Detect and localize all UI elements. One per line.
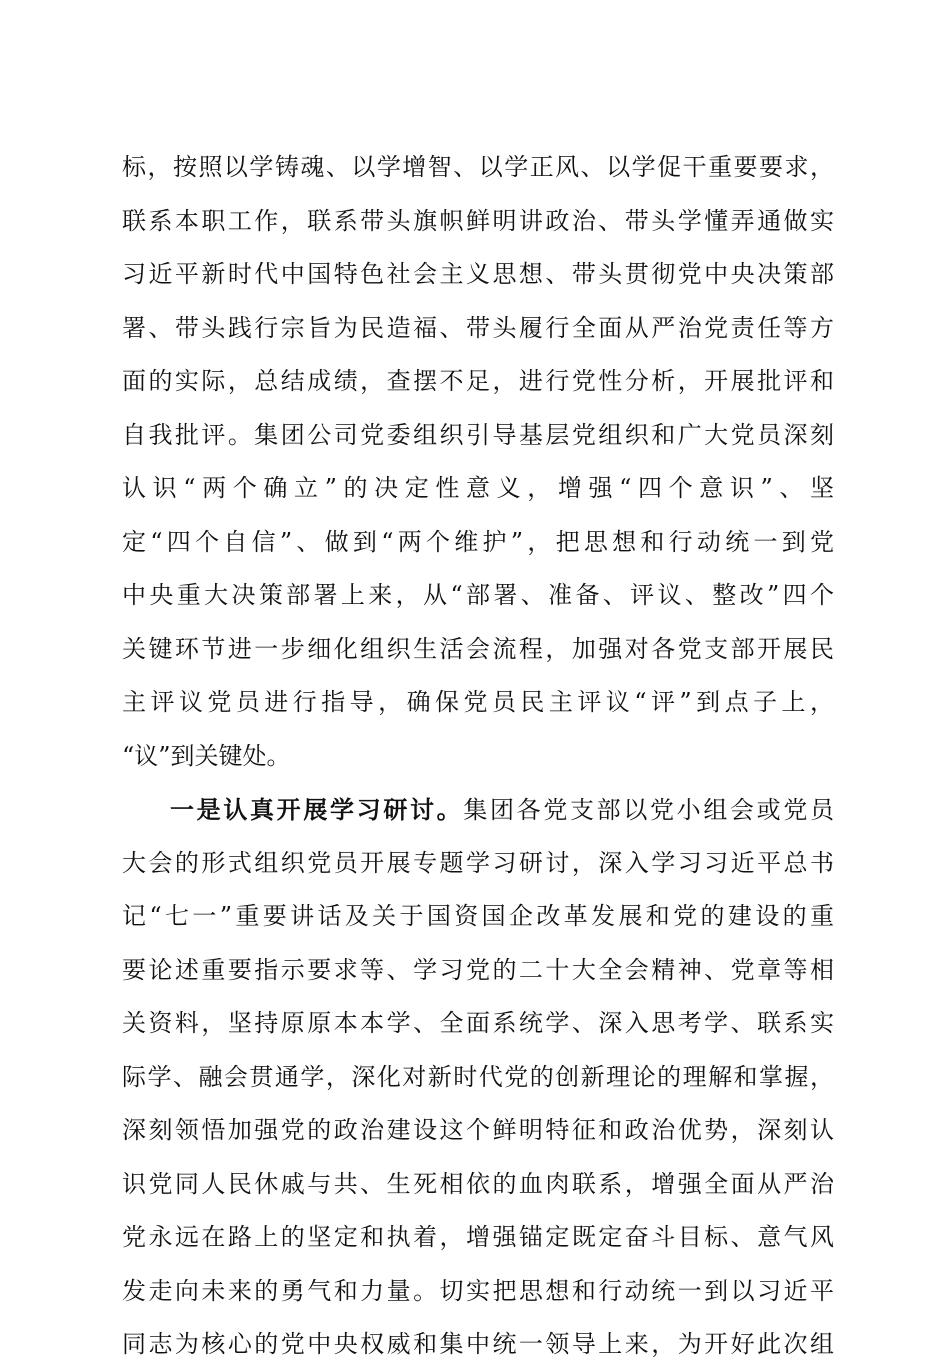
- document-body: [122, 141, 834, 1372]
- text-line: 深刻领悟加强党的政治建设这个鲜明特征和政治优势，深刻认: [122, 1116, 834, 1144]
- text-span: 集团各党支部以党小组会或党员: [463, 796, 835, 824]
- text-line: 发走向未来的勇气和力量。切实把思想和行动统一到以习近平: [122, 1276, 834, 1305]
- text-line: 同志为核心的党中央权威和集中统一领导上来，为开好此次组: [122, 1330, 834, 1358]
- paragraph-heading: 一是认真开展学习研讨。: [170, 795, 464, 824]
- text-line: 联系本职工作，联系带头旗帜鲜明讲政治、带头学懂弄通做实: [122, 206, 834, 235]
- text-line: 面的实际，总结成绩，查摆不足，进行党性分析，开展批评和: [122, 367, 834, 395]
- text-line: 定“四个自信”、做到“两个维护”，把思想和行动统一到党: [122, 527, 834, 556]
- text-line: 党永远在路上的坚定和执着，增强锚定既定奋斗目标、意气风: [122, 1223, 834, 1251]
- text-line: 自我批评。集团公司党委组织引导基层党组织和广大党员深刻: [122, 420, 834, 449]
- text-line: 标，按照以学铸魂、以学增智、以学正风、以学促干重要要求，: [122, 153, 834, 181]
- text-line: 要论述重要指示要求等、学习党的二十大全会精神、党章等相: [122, 955, 834, 984]
- text-line: 识党同人民休戚与共、生死相依的血肉联系，增强全面从严治: [122, 1169, 834, 1198]
- text-line: 大会的形式组织党员开展专题学习研讨，深入学习习近平总书: [122, 848, 834, 877]
- text-line: 记“七一”重要讲话及关于国资国企改革发展和党的建设的重: [122, 902, 834, 930]
- text-line: 中央重大决策部署上来，从“部署、准备、评议、整改”四个: [122, 581, 834, 609]
- text-line: 关键环节进一步细化组织生活会流程，加强对各党支部开展民: [122, 634, 834, 663]
- text-line: 主评议党员进行指导，确保党员民主评议“评”到点子上，: [122, 688, 834, 716]
- text-line: 关资料，坚持原原本本学、全面系统学、深入思考学、联系实: [122, 1009, 834, 1037]
- text-line: “议”到关键处。: [122, 741, 291, 770]
- text-line: 际学、融会贯通学，深化对新时代党的创新理论的理解和掌握，: [122, 1062, 834, 1091]
- text-line: 习近平新时代中国特色社会主义思想、带头贯彻党中央决策部: [122, 260, 834, 288]
- text-line: 署、带头践行宗旨为民造福、带头履行全面从严治党责任等方: [122, 313, 834, 342]
- text-line: 认识“两个确立”的决定性意义，增强“四个意识”、坚: [122, 474, 834, 502]
- paragraph-first-line: [122, 783, 834, 837]
